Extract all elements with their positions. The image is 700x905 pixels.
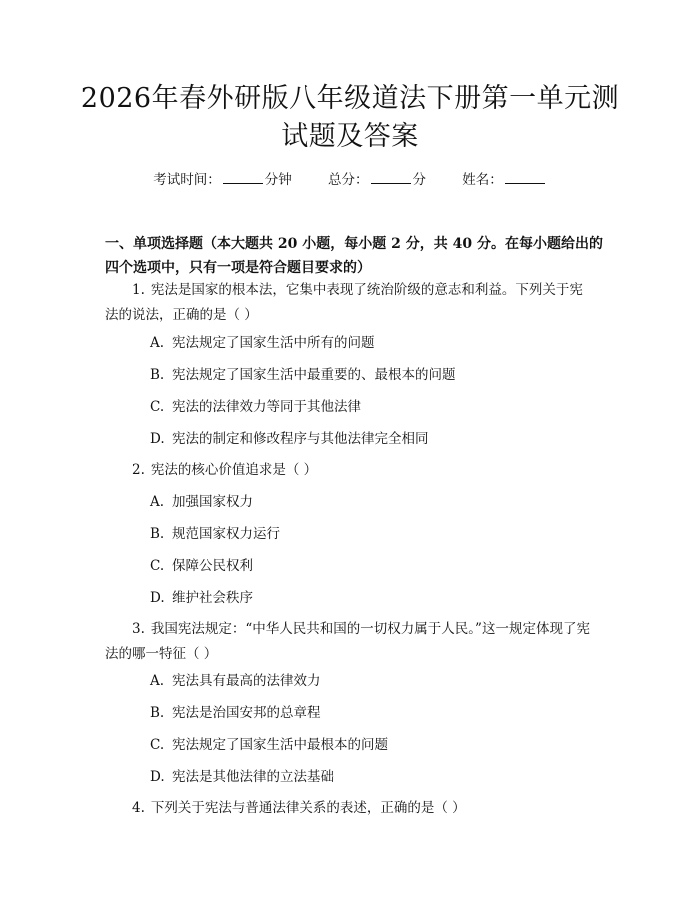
question-text: 宪法是国家的根本法，它集中表现了统治阶级的意志和利益。下列关于宪法的说法，正确的是（ ） bbox=[105, 282, 583, 323]
question-2-option-c bbox=[150, 556, 253, 576]
section-heading: 一、单项选择题（本大题共 20 小题，每小题 2 分，共 40 分。在每小题给出的四个选项中，只有一项是符合题目要求的） bbox=[105, 236, 603, 276]
option-letter: B. bbox=[150, 526, 165, 542]
question-4-stem bbox=[105, 796, 595, 821]
question-text: 宪法的核心价值追求是（ ） bbox=[150, 462, 318, 478]
page-title: 2026年春外研版八年级道法下册第一单元测试题及答案 bbox=[80, 83, 620, 152]
score-blank bbox=[371, 171, 411, 184]
exam-time bbox=[153, 168, 292, 188]
option-letter: B. bbox=[150, 367, 165, 383]
exam-score bbox=[328, 168, 426, 188]
question-text: 我国宪法规定：“中华人民共和国的一切权力属于人民。”这一规定体现了宪法的哪一特征（ ） bbox=[105, 621, 590, 662]
option-letter: D. bbox=[150, 590, 165, 606]
option-letter: C. bbox=[150, 737, 165, 753]
option-text: 维护社会秩序 bbox=[172, 590, 253, 606]
question-3-option-a bbox=[150, 671, 321, 691]
question-3-option-b bbox=[150, 703, 321, 723]
question-1-option-b bbox=[150, 365, 456, 385]
option-text: 宪法规定了国家生活中最重要的、最根本的问题 bbox=[172, 367, 456, 383]
time-blank bbox=[223, 171, 263, 184]
option-text: 加强国家权力 bbox=[172, 494, 253, 510]
question-2-option-b bbox=[150, 524, 280, 544]
question-3-option-d bbox=[150, 767, 334, 787]
question-2-option-d bbox=[150, 588, 253, 608]
option-text: 宪法规定了国家生活中最根本的问题 bbox=[172, 737, 388, 753]
option-text: 宪法的制定和修改程序与其他法律完全相同 bbox=[172, 431, 429, 447]
name-label: 姓名： bbox=[462, 172, 503, 188]
option-text: 宪法具有最高的法律效力 bbox=[172, 673, 321, 689]
option-text: 保障公民权利 bbox=[172, 558, 253, 574]
option-text: 宪法的法律效力等同于其他法律 bbox=[172, 399, 361, 415]
option-text: 规范国家权力运行 bbox=[172, 526, 280, 542]
option-text: 宪法是其他法律的立法基础 bbox=[172, 769, 334, 785]
question-2-stem bbox=[105, 458, 595, 483]
score-unit: 分 bbox=[412, 172, 426, 188]
question-1-option-c bbox=[150, 397, 361, 417]
question-3-option-c bbox=[150, 735, 388, 755]
question-3-stem bbox=[105, 617, 595, 667]
question-number: 1. bbox=[132, 282, 145, 298]
score-label: 总分： bbox=[328, 172, 369, 188]
time-label: 考试时间： bbox=[153, 172, 221, 188]
question-number: 4. bbox=[132, 800, 145, 816]
option-letter: D. bbox=[150, 769, 165, 785]
question-2-option-a bbox=[150, 492, 253, 512]
option-letter: C. bbox=[150, 558, 165, 574]
option-letter: A. bbox=[150, 494, 165, 510]
option-letter: D. bbox=[150, 431, 165, 447]
question-number: 2. bbox=[132, 462, 145, 478]
question-1-option-d bbox=[150, 429, 429, 449]
option-letter: C. bbox=[150, 399, 165, 415]
question-1-stem bbox=[105, 278, 595, 328]
exam-meta bbox=[0, 168, 700, 188]
question-text: 下列关于宪法与普通法律关系的表述，正确的是（ ） bbox=[150, 800, 466, 816]
option-letter: A. bbox=[150, 673, 165, 689]
time-unit: 分钟 bbox=[264, 172, 292, 188]
option-text: 宪法是治国安邦的总章程 bbox=[172, 705, 321, 721]
question-number: 3. bbox=[132, 621, 145, 637]
question-1-option-a bbox=[150, 333, 375, 353]
option-letter: A. bbox=[150, 335, 165, 351]
option-text: 宪法规定了国家生活中所有的问题 bbox=[172, 335, 375, 351]
name-blank bbox=[505, 171, 545, 184]
option-letter: B. bbox=[150, 705, 165, 721]
exam-name bbox=[462, 168, 547, 188]
